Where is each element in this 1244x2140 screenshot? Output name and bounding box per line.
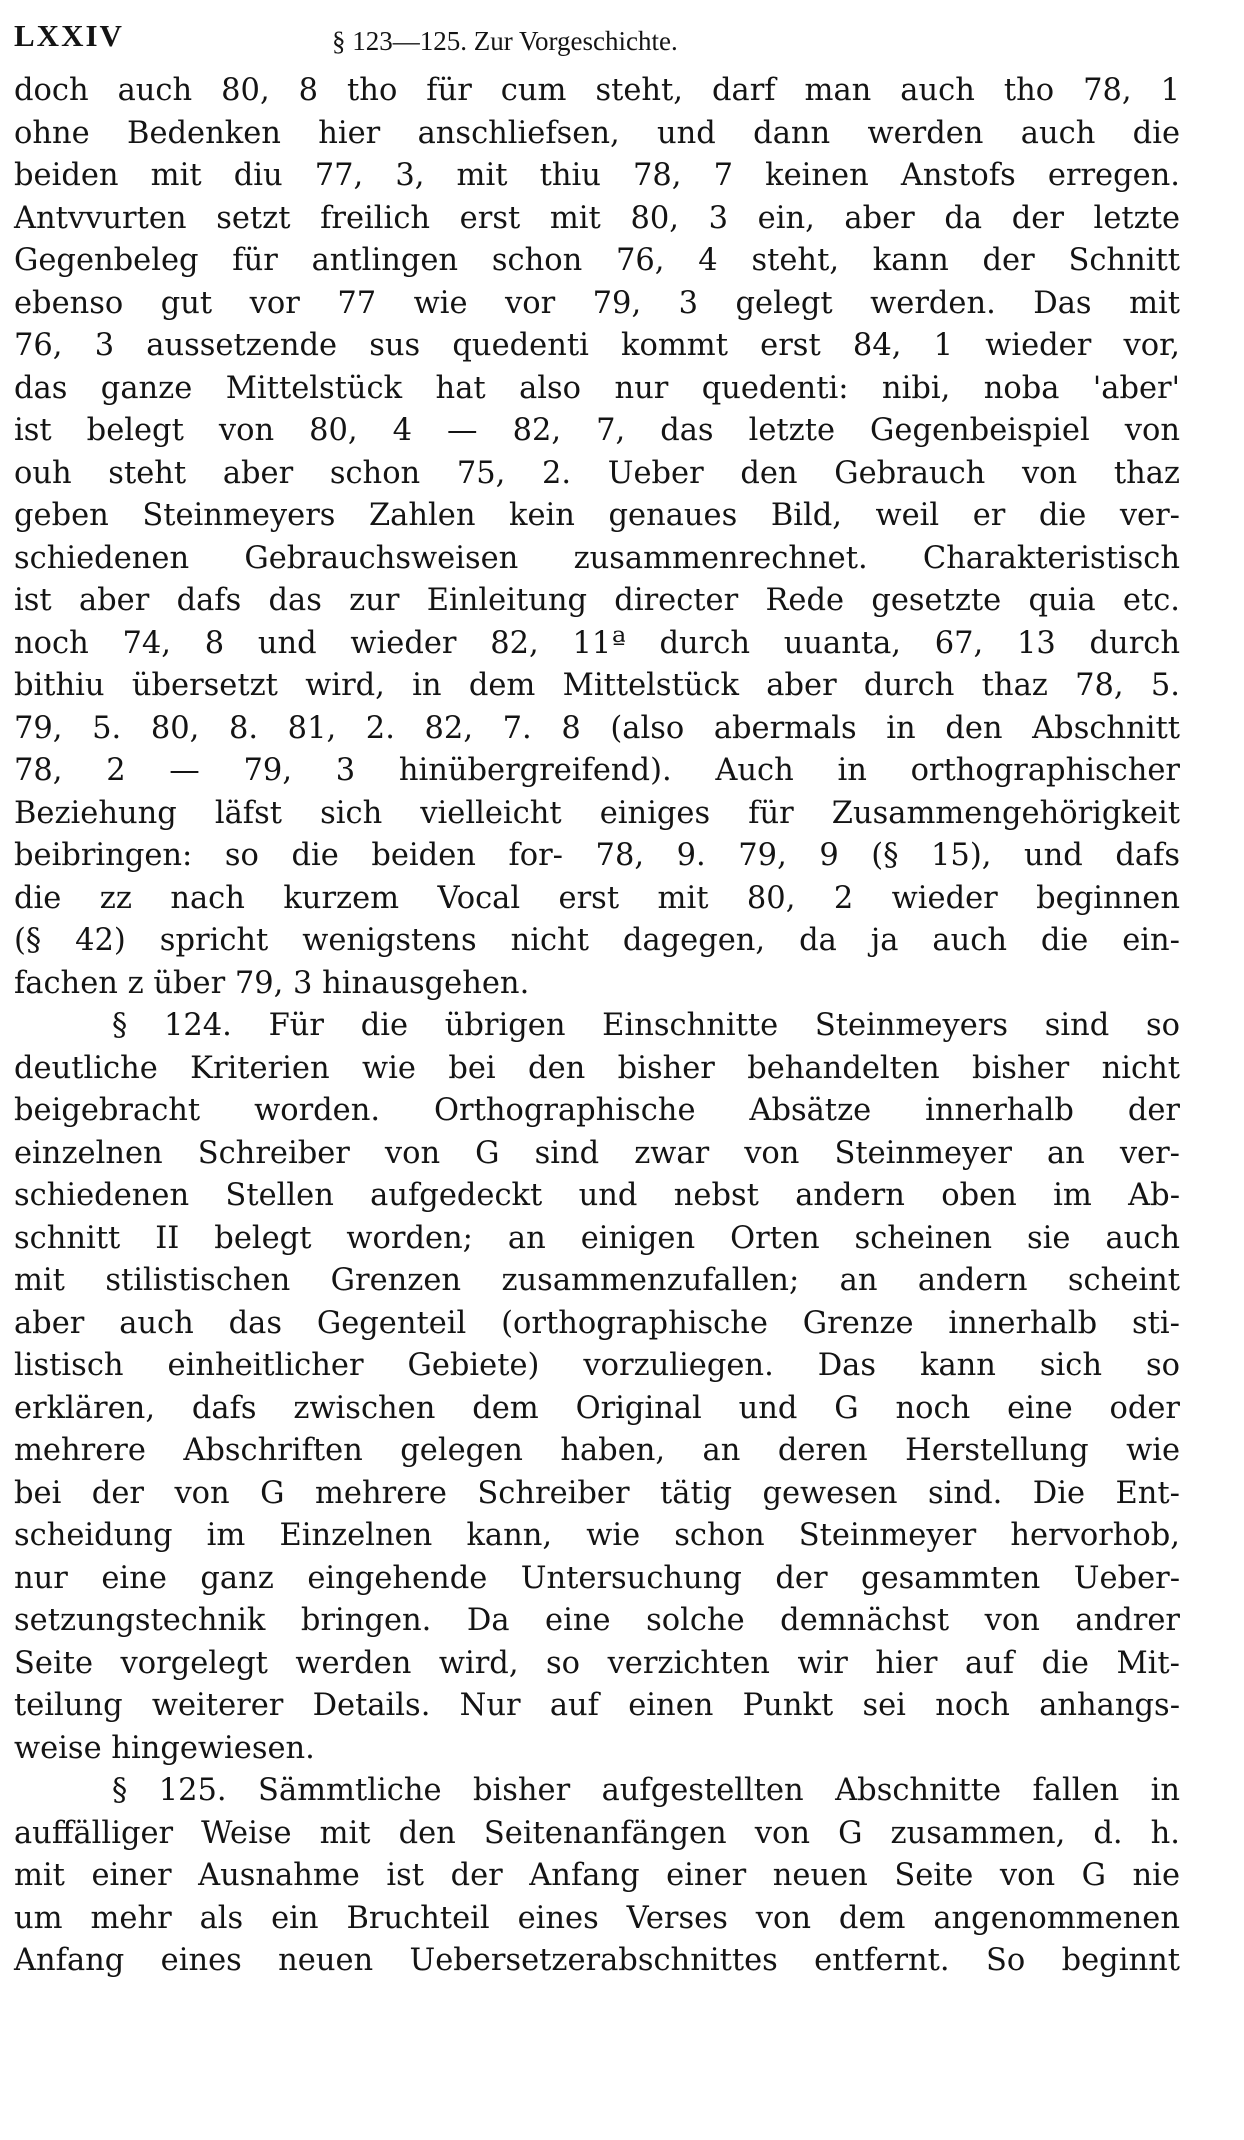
text-line: setzungstechnik bringen. Da eine solche demnächst von andrer	[14, 1603, 1180, 1638]
text-line: Gegenbeleg für antlingen schon 76, 4 steht, kann der Schnitt	[14, 243, 1180, 278]
text-line: bei der von G mehrere Schreiber tätig gewesen sind. Die Ent-	[14, 1475, 1180, 1511]
text-line: weise hingewiesen.	[14, 1730, 315, 1766]
text-line: ohne Bedenken hier anschliefsen, und dann werden auch die	[14, 115, 1180, 151]
body-text	[14, 70, 1180, 1983]
text-line: bithiu übersetzt wird, in dem Mittelstück aber durch thaz 78, 5.	[14, 668, 1180, 703]
text-line: ebenso gut vor 77 wie vor 79, 3 gelegt werden. Das mit	[14, 285, 1180, 321]
text-line: ist aber dafs das zur Einleitung directer Rede gesetzte quia etc.	[14, 583, 1180, 618]
running-title: § 123—125. Zur Vorgeschichte.	[332, 26, 678, 56]
text-line: § 125. Sämmtliche bisher aufgestellten Abschnitte fallen in	[112, 1773, 1180, 1808]
text-line: das ganze Mittelstück hat also nur quedenti: nibi, noba 'aber'	[14, 370, 1180, 406]
text-line: auffälliger Weise mit den Seitenanfängen von G zusammen, d. h.	[14, 1815, 1180, 1851]
text-line: mehrere Abschriften gelegen haben, an deren Herstellung wie	[14, 1433, 1180, 1468]
text-line: listisch einheitlicher Gebiete) vorzuliegen. Das kann sich so	[14, 1348, 1180, 1383]
text-line: 79, 5. 80, 8. 81, 2. 82, 7. 8 (also abermals in den Abschnitt	[14, 710, 1180, 746]
text-line: aber auch das Gegenteil (orthographische Grenze innerhalb sti-	[14, 1305, 1180, 1341]
text-line: scheidung im Einzelnen kann, wie schon Steinmeyer hervorhob,	[14, 1518, 1180, 1553]
text-line: mit einer Ausnahme ist der Anfang einer neuen Seite von G nie	[14, 1858, 1180, 1893]
text-line: beibringen: so die beiden for- 78, 9. 79, 9 (§ 15), und dafs	[14, 838, 1180, 873]
text-line: § 124. Für die übrigen Einschnitte Steinmeyers sind so	[112, 1008, 1180, 1043]
text-line: schnitt II belegt worden; an einigen Orten scheinen sie auch	[14, 1220, 1180, 1256]
text-line: teilung weiterer Details. Nur auf einen Punkt sei noch anhangs-	[14, 1688, 1180, 1723]
text-line: Antvvurten setzt freilich erst mit 80, 3 ein, aber da der letzte	[14, 200, 1180, 236]
text-line: ouh steht aber schon 75, 2. Ueber den Gebrauch von thaz	[14, 455, 1180, 491]
text-line: Anfang eines neuen Uebersetzerabschnittes entfernt. So beginnt	[14, 1943, 1180, 1978]
text-line: schiedenen Gebrauchsweisen zusammenrechnet. Charakteristisch	[14, 540, 1180, 576]
text-line: geben Steinmeyers Zahlen kein genaues Bild, weil er die ver-	[14, 498, 1180, 533]
text-line: die zz nach kurzem Vocal erst mit 80, 2 wieder beginnen	[14, 880, 1180, 916]
text-line: beigebracht worden. Orthographische Absätze innerhalb der	[14, 1093, 1180, 1128]
page-number: LXXIV	[14, 18, 124, 53]
text-line: Beziehung läfst sich vielleicht einiges für Zusammengehörigkeit	[14, 795, 1180, 831]
text-line: noch 74, 8 und wieder 82, 11ª durch uuanta, 67, 13 durch	[14, 625, 1180, 661]
text-line: erklären, dafs zwischen dem Original und G noch eine oder	[14, 1390, 1180, 1426]
text-line: nur eine ganz eingehende Untersuchung der gesammten Ueber-	[14, 1560, 1180, 1596]
text-line: einzelnen Schreiber von G sind zwar von Steinmeyer an ver-	[14, 1135, 1180, 1171]
text-line: (§ 42) spricht wenigstens nicht dagegen, da ja auch die ein-	[14, 923, 1180, 958]
text-line: ist belegt von 80, 4 — 82, 7, das letzte Gegenbeispiel von	[14, 413, 1180, 448]
text-line: deutliche Kriterien wie bei den bisher behandelten bisher nicht	[14, 1050, 1180, 1086]
text-line: fachen z über 79, 3 hinausgehen.	[14, 965, 530, 1001]
text-line: mit stilistischen Grenzen zusammenzufallen; an andern scheint	[14, 1263, 1180, 1298]
text-line: doch auch 80, 8 tho für cum steht, darf man auch tho 78, 1	[14, 73, 1180, 108]
text-line: um mehr als ein Bruchteil eines Verses von dem angenommenen	[14, 1900, 1180, 1936]
text-line: Seite vorgelegt werden wird, so verzichten wir hier auf die Mit-	[14, 1645, 1180, 1681]
running-header	[14, 8, 1180, 70]
book-page	[14, 8, 1180, 1983]
text-line: beiden mit diu 77, 3, mit thiu 78, 7 keinen Anstofs erregen.	[14, 158, 1180, 193]
text-line: schiedenen Stellen aufgedeckt und nebst andern oben im Ab-	[14, 1178, 1180, 1213]
text-line: 76, 3 aussetzende sus quedenti kommt erst 84, 1 wieder vor,	[14, 328, 1180, 363]
text-line: 78, 2 — 79, 3 hinübergreifend). Auch in orthographischer	[14, 753, 1180, 788]
